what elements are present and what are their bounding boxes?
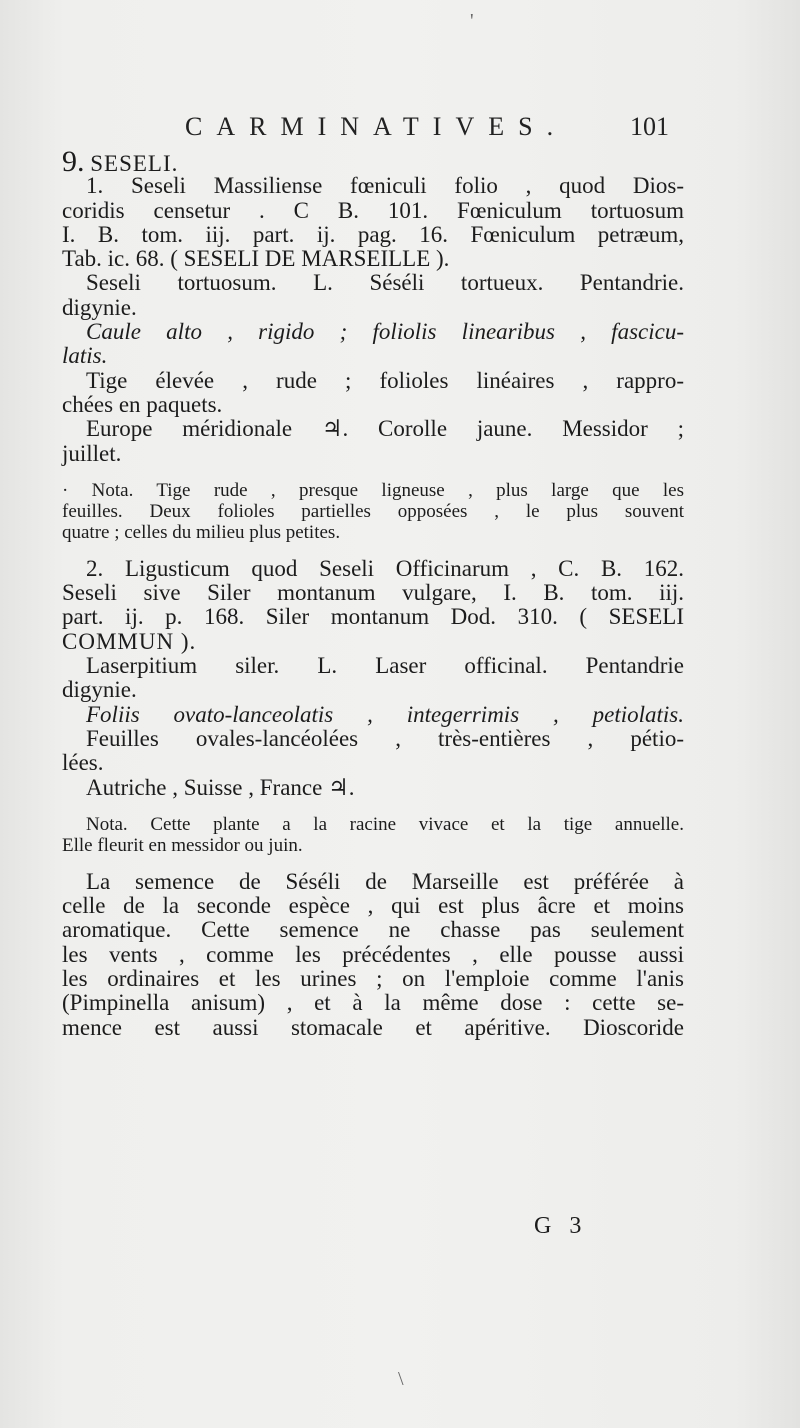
nota1-line: feuilles. Deux folioles partielles opposées , le plus souvent [62, 500, 684, 522]
page-header [0, 106, 800, 146]
page-number: 101 [630, 112, 669, 141]
page-body [62, 145, 684, 1040]
entry1-line: Seseli tortuosum. L. Séséli tortueux. Pentandrie. [86, 270, 684, 296]
ink-speck: ' [470, 10, 474, 32]
entry1-line: chées en paquets. [62, 391, 223, 417]
entry2-line: Foliis ovato-lanceolatis , integerrimis , petiolatis. [86, 701, 684, 727]
entry1-line: coridis censetur . C B. 101. Fœniculum tortuosum [62, 197, 684, 223]
entry1-line: Europe méridionale ♃. Corolle jaune. Messidor ; [86, 416, 684, 442]
entry2-line: 2. Ligusticum quod Seseli Officinarum , C. B. 162. [86, 555, 684, 581]
signature-mark: G 3 [534, 1213, 588, 1239]
ink-speck: \ [398, 1368, 404, 1390]
section-title: SESELI. [90, 151, 179, 176]
paragraph-line: aromatique. Cette semence ne chasse pas seulement [62, 917, 684, 943]
entry2-line: Laserpitium siler. L. Laser officinal. Pentandrie [86, 653, 684, 679]
paragraph-line: les ordinaires et les urines ; on l'emploie comme l'anis [62, 966, 684, 992]
entry1-line: I. B. tom. iij. part. ij. pag. 16. Fœniculum petræum, [62, 221, 684, 247]
nota2-line: Nota. Cette plante a la racine vivace et la tige annuelle. [86, 813, 684, 835]
paragraph-line: La semence de Séséli de Marseille est préférée à [86, 868, 684, 894]
entry2-line: Autriche , Suisse , France ♃. [86, 774, 355, 800]
entry2-line: lées. [62, 750, 104, 776]
entry2-line: COMMUN ). [62, 628, 197, 654]
nota1-line: · Nota. Tige rude , presque ligneuse , plus large que les [62, 479, 684, 501]
entry2-line: Feuilles ovales-lancéolées , très-entières , pétio- [86, 725, 684, 751]
paragraph-line: les vents , comme les précédentes , elle pousse aussi [62, 941, 684, 967]
entry1-line: juillet. [62, 440, 122, 466]
paragraph-line: celle de la seconde espèce , qui est plus âcre et moins [62, 893, 684, 919]
entry2-line: Seseli sive Siler montanum vulgare, I. B. tom. iij. [62, 580, 684, 606]
entry1-line: 1. Seseli Massiliense fœniculi folio , quod Dios- [86, 173, 684, 199]
entry1-line: digynie. [62, 294, 137, 320]
section-heading [62, 145, 684, 178]
entry1-line: Tab. ic. 68. ( SESELI DE MARSEILLE ). [62, 246, 450, 272]
running-title: CARMINATIVES. [185, 112, 568, 141]
paragraph-line: (Pimpinella anisum) , et à la même dose : cette se- [62, 990, 684, 1016]
entry2-line: part. ij. p. 168. Siler montanum Dod. 310. ( SESELI [62, 604, 684, 630]
entry1-line: latis. [62, 343, 108, 369]
paragraph-line: mence est aussi stomacale et apéritive. Dioscoride [62, 1014, 684, 1040]
section-number: 9. [62, 145, 85, 178]
nota2-line: Elle fleurit en messidor ou juin. [62, 834, 303, 856]
entry2-line: digynie. [62, 677, 137, 703]
entry1-line: Tige élevée , rude ; folioles linéaires , rappro- [86, 367, 684, 393]
nota1-line: quatre ; celles du milieu plus petites. [62, 521, 341, 543]
entry1-line: Caule alto , rigido ; foliolis linearibus , fascicu- [86, 319, 684, 345]
